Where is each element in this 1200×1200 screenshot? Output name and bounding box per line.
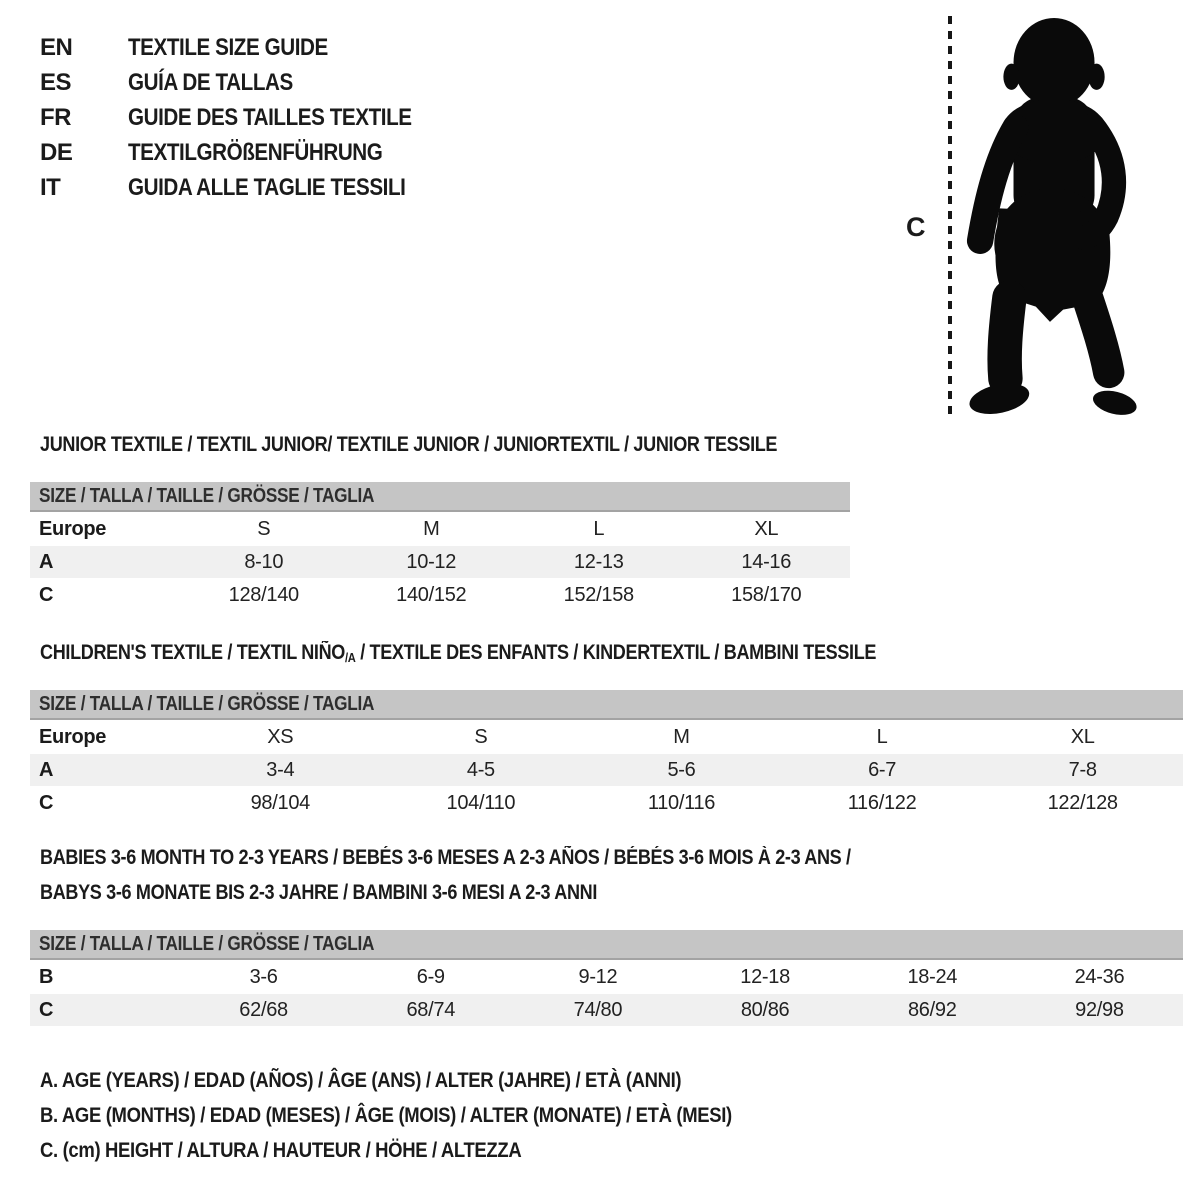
children-table-header (30, 690, 1183, 720)
table-cell: 4-5 (466, 758, 495, 781)
junior-row-europe (30, 513, 850, 545)
table-cell: 140/152 (396, 583, 467, 606)
table-cell: 3-6 (249, 965, 278, 988)
children-row-europe (30, 721, 1183, 753)
table-cell: 80/86 (740, 998, 790, 1021)
language-code: IT (40, 173, 61, 201)
row-label: Europe (39, 517, 107, 540)
table-cell: 24-36 (1074, 965, 1125, 988)
language-guide (40, 30, 458, 205)
table-cell: 9-12 (578, 965, 618, 988)
babies-section-title-line2: BABYS 3-6 MONATE BIS 2-3 JAHRE / BAMBINI 3-6 MESI A 2-3 ANNI (40, 881, 598, 904)
language-title: GUÍA DE TALLAS (128, 68, 293, 96)
table-cell: 92/98 (1075, 998, 1124, 1021)
language-title: GUIDE DES TAILLES TEXTILE (128, 103, 412, 131)
table-cell: 68/74 (406, 998, 456, 1021)
language-code: FR (40, 103, 71, 131)
babies-row-height (30, 994, 1183, 1026)
table-cell: 12-18 (740, 965, 790, 988)
table-cell: 62/68 (239, 998, 288, 1021)
row-label: C (39, 998, 54, 1021)
table-cell: L (876, 725, 888, 748)
table-cell: 158/170 (731, 583, 802, 606)
legend-line-age-months: B. AGE (MONTHS) / EDAD (MESES) / ÂGE (MOIS) / ALTER (MONATE) / ETÀ (MESI) (40, 1103, 732, 1127)
language-row-fr (40, 100, 458, 135)
legend-line-age-years: A. AGE (YEARS) / EDAD (AÑOS) / ÂGE (ANS) / ALTER (JAHRE) / ETÀ (ANNI) (40, 1068, 682, 1092)
babies-table-header (30, 930, 1183, 960)
title-subscript: /A (345, 649, 356, 665)
size-header-label: SIZE / TALLA / TAILLE / GRÖSSE / TAGLIA (39, 484, 375, 507)
size-header-label: SIZE / TALLA / TAILLE / GRÖSSE / TAGLIA (39, 692, 375, 715)
table-cell: 86/92 (907, 998, 957, 1021)
table-cell: 3-4 (266, 758, 295, 781)
children-size-table (30, 690, 1183, 819)
language-code: EN (40, 33, 73, 61)
language-title: TEXTILGRÖßENFÜHRUNG (128, 138, 383, 166)
table-cell: 128/140 (228, 583, 299, 606)
toddler-silhouette-icon (964, 16, 1140, 421)
row-label: B (39, 965, 54, 988)
height-measure-label: C (906, 212, 926, 242)
table-cell: XS (267, 725, 294, 748)
legend-line-height-cm: C. (cm) HEIGHT / ALTURA / HAUTEUR / HÖHE / ALTEZZA (40, 1138, 522, 1162)
children-row-age (30, 754, 1183, 786)
language-row-es (40, 65, 458, 100)
table-cell: 12-13 (573, 550, 624, 573)
language-title: GUIDA ALLE TAGLIE TESSILI (128, 173, 406, 201)
children-row-height (30, 787, 1183, 819)
table-cell: XL (1070, 725, 1095, 748)
table-cell: M (673, 725, 690, 748)
babies-size-table (30, 930, 1183, 1026)
row-label: A (39, 758, 54, 781)
table-cell: 110/116 (647, 791, 716, 814)
junior-table-header (30, 482, 850, 512)
table-cell: 6-9 (416, 965, 445, 988)
babies-section-title-line1: BABIES 3-6 MONTH TO 2-3 YEARS / BEBÉS 3-6 MESES A 2-3 AÑOS / BÉBÉS 3-6 MOIS À 2-3 ANS / (40, 846, 851, 869)
table-cell: L (593, 517, 605, 540)
junior-row-age (30, 546, 850, 578)
table-cell: 122/128 (1047, 791, 1118, 814)
table-cell: XL (754, 517, 779, 540)
table-cell: 8-10 (244, 550, 284, 573)
table-cell: 14-16 (741, 550, 792, 573)
table-cell: 104/110 (446, 791, 516, 814)
size-header-label: SIZE / TALLA / TAILLE / GRÖSSE / TAGLIA (39, 932, 375, 955)
language-row-it (40, 170, 458, 205)
row-label: C (39, 583, 54, 606)
row-label: C (39, 791, 54, 814)
children-section-title: CHILDREN'S TEXTILE / TEXTIL NIÑO/A / TEXTILE DES ENFANTS / KINDERTEXTIL / BAMBINI TESSILE (40, 641, 877, 665)
table-cell: 18-24 (907, 965, 958, 988)
language-title: TEXTILE SIZE GUIDE (128, 33, 328, 61)
junior-section-title: JUNIOR TEXTILE / TEXTIL JUNIOR/ TEXTILE JUNIOR / JUNIORTEXTIL / JUNIOR TESSILE (40, 433, 778, 456)
junior-row-height (30, 579, 850, 611)
table-cell: S (474, 725, 488, 748)
table-cell: S (257, 517, 271, 540)
table-cell: 7-8 (1068, 758, 1097, 781)
junior-size-table (30, 482, 850, 611)
table-cell: 6-7 (868, 758, 897, 781)
table-cell: 116/122 (847, 791, 917, 814)
height-measure-dashed-line (948, 16, 952, 416)
language-row-de (40, 135, 458, 170)
table-cell: 10-12 (406, 550, 457, 573)
table-cell: M (423, 517, 440, 540)
row-label: Europe (39, 725, 107, 748)
language-row-en (40, 30, 458, 65)
table-cell: 5-6 (667, 758, 696, 781)
row-label: A (39, 550, 54, 573)
language-code: DE (40, 138, 73, 166)
table-cell: 98/104 (250, 791, 310, 814)
language-code: ES (40, 68, 72, 96)
table-cell: 152/158 (563, 583, 634, 606)
table-cell: 74/80 (573, 998, 623, 1021)
babies-row-months (30, 961, 1183, 993)
